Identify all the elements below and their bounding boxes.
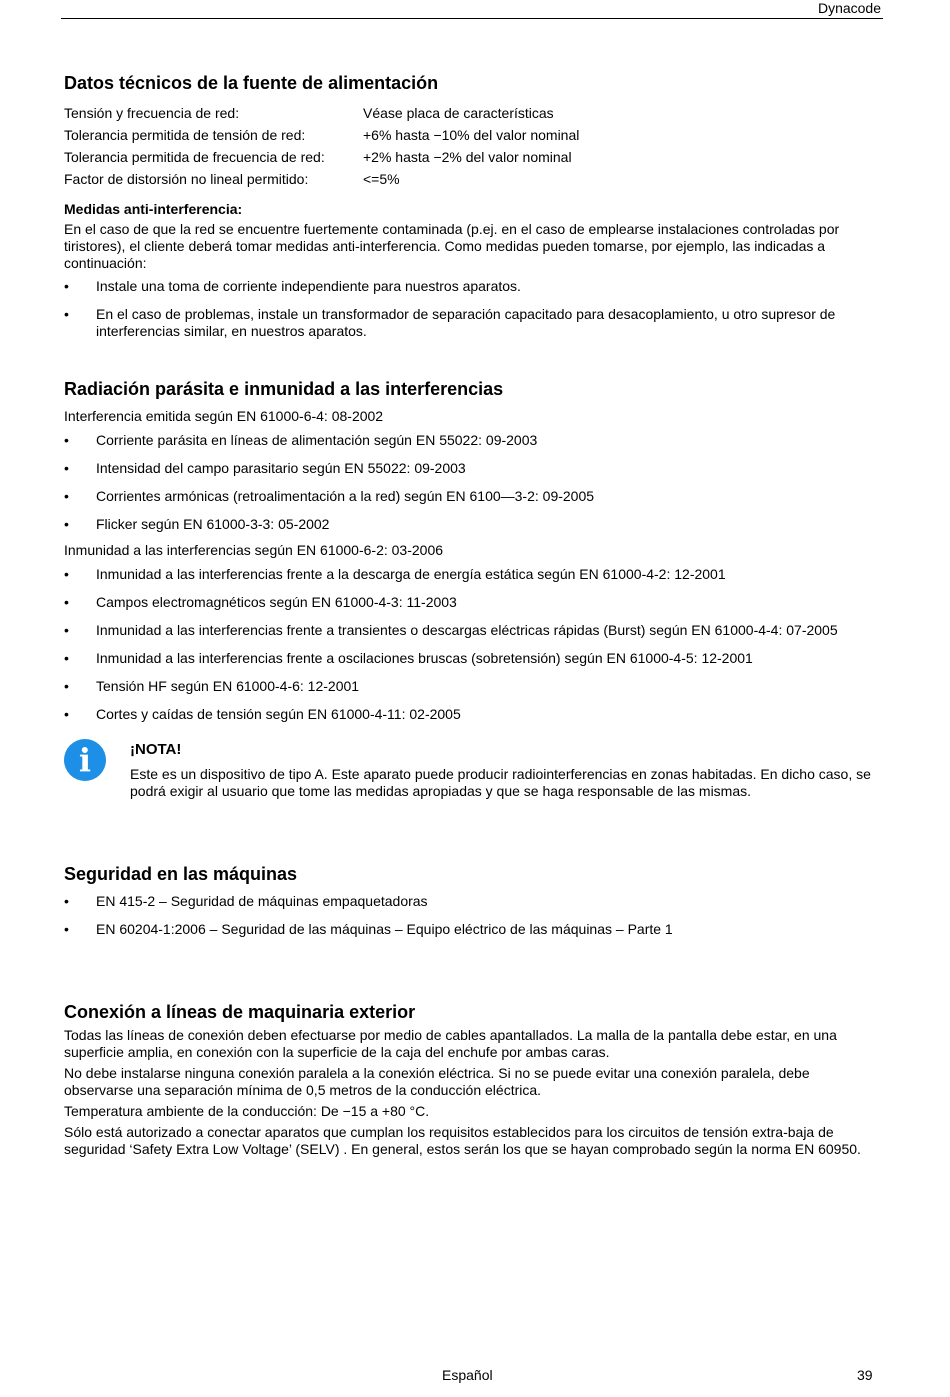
list-item: • Campos electromagnéticos según EN 61000-4-3: 11-2003 (64, 594, 879, 611)
spec-label: Tolerancia permitida de tensión de red: (64, 127, 306, 143)
machine-safety-section (64, 861, 879, 938)
page-header (61, 0, 883, 19)
paragraph: Sólo está autorizado a conectar aparatos que cumplan los requisitos establecidos para los circuitos de tensión extra-baja de seguridad ‘Safety Extra Low Voltage’ (SELV) . En general, estos serán los que se hayan comprobado según la norma EN 60950. (64, 1124, 861, 1157)
note-text: Este es un dispositivo de tipo A. Este aparato puede producir radiointerferencias en zonas habitadas. En dicho caso, se podrá exigir al usuario que tome las medidas apropiadas y que se haga responsable de las mismas. (130, 766, 871, 799)
page-content (64, 70, 879, 1158)
paragraph: No debe instalarse ninguna conexión paralela a la conexión eléctrica. Si no se puede evitar una conexión paralela, debe observarse una separación mínima de 0,5 metros de la conducción eléctrica. (64, 1065, 810, 1098)
immunity-list (64, 566, 879, 723)
paragraph: Temperatura ambiente de la conducción: De −15 a +80 °C. (64, 1103, 430, 1119)
list-item: • Inmunidad a las interferencias frente a oscilaciones bruscas (sobretensión) según EN 61000-4-5: 12-2001 (64, 650, 879, 667)
note-title: ¡NOTA! (130, 741, 182, 758)
list-item: • Inmunidad a las interferencias frente a la descarga de energía estática según EN 61000-4-2: 12-2001 (64, 566, 879, 583)
spec-value: <=5% (363, 171, 400, 187)
spec-value: +2% hasta −2% del valor nominal (363, 149, 572, 165)
spec-row (64, 146, 879, 168)
list-item: • Instale una toma de corriente independiente para nuestros aparatos. (64, 278, 879, 295)
list-item: • EN 415-2 – Seguridad de máquinas empaquetadoras (64, 893, 879, 910)
list-item: • Corrientes armónicas (retroalimentación a la red) según EN 6100—3-2: 09-2005 (64, 488, 879, 505)
spec-value: Véase placa de características (363, 105, 554, 121)
power-supply-title: Datos técnicos de la fuente de alimentación (64, 73, 439, 93)
machine-safety-list (64, 893, 879, 938)
info-icon (64, 739, 106, 781)
anti-interference-paragraph: En el caso de que la red se encuentre fuertemente contaminada (p.ej. en el caso de emplearse instalaciones controladas por tiristores), el cliente deberá tomar medidas anti-interferencia. Como medidas pueden tomarse, por ejemplo, las indicadas a continuación: (64, 221, 840, 271)
external-connection-section (64, 999, 879, 1158)
immunity-intro: Inmunidad a las interferencias según EN 61000-6-2: 03-2006 (64, 542, 444, 558)
note-box (64, 739, 879, 800)
emission-immunity-section (64, 376, 879, 800)
list-item: • Corriente parásita en líneas de alimentación según EN 55022: 09-2003 (64, 432, 879, 449)
spec-label: Factor de distorsión no lineal permitido: (64, 171, 309, 187)
info-icon-glyph: i (78, 741, 92, 779)
emission-immunity-title: Radiación parásita e inmunidad a las interferencias (64, 379, 504, 399)
page-number: 39 (857, 1367, 873, 1383)
list-item: • EN 60204-1:2006 – Seguridad de las máquinas – Equipo eléctrico de las máquinas – Parte 1 (64, 921, 879, 938)
paragraph: Todas las líneas de conexión deben efectuarse por medio de cables apantallados. La malla de la pantalla debe estar, en una superficie amplia, en conexión con la superficie de la caja del enchufe por ambas caras. (64, 1027, 837, 1060)
machine-safety-title: Seguridad en las máquinas (64, 864, 298, 884)
list-item: • Intensidad del campo parasitario según EN 55022: 09-2003 (64, 460, 879, 477)
footer-language: Español (442, 1367, 493, 1383)
page-footer (0, 1367, 950, 1387)
power-supply-section (64, 70, 879, 340)
spec-row (64, 124, 879, 146)
list-item: • Tensión HF según EN 61000-4-6: 12-2001 (64, 678, 879, 695)
list-item: • Cortes y caídas de tensión según EN 61000-4-11: 02-2005 (64, 706, 879, 723)
list-item: • Flicker según EN 61000-3-3: 05-2002 (64, 516, 879, 533)
emission-intro: Interferencia emitida según EN 61000-6-4: 08-2002 (64, 408, 384, 424)
list-item: • Inmunidad a las interferencias frente a transientes o descargas eléctricas rápidas (Burst) según EN 61000-4-4: 07-2005 (64, 622, 879, 639)
spec-table (64, 102, 879, 190)
anti-interference-list (64, 278, 879, 340)
spec-row (64, 168, 879, 190)
anti-interference-heading: Medidas anti-interferencia: (64, 201, 243, 217)
spec-label: Tolerancia permitida de frecuencia de red: (64, 149, 325, 165)
emission-list (64, 432, 879, 533)
external-connection-title: Conexión a líneas de maquinaria exterior (64, 1002, 416, 1022)
spec-value: +6% hasta −10% del valor nominal (363, 127, 580, 143)
spec-label: Tensión y frecuencia de red: (64, 105, 240, 121)
spec-row (64, 102, 879, 124)
list-item: • En el caso de problemas, instale un transformador de separación capacitado para desacoplamiento, u otro supresor de interferencias similar, en nuestros aparatos. (64, 306, 879, 340)
header-brand: Dynacode (817, 0, 881, 16)
